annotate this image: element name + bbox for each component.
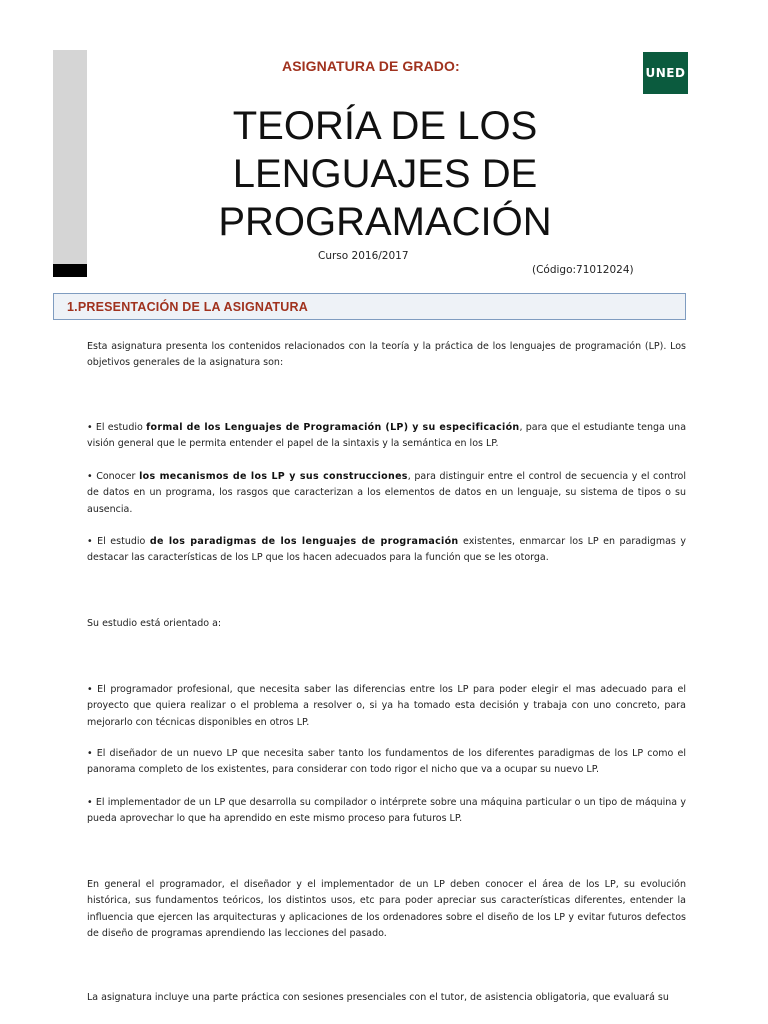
audience-item-3: • El implementador de un LP que desarrolla su compilador o intérprete sobre una máquina particular o un tipo de máquina y pueda aprovechar lo que ha aprendido en este mismo proceso para futuros LP. <box>87 797 686 825</box>
title-line-1: TEORÍA DE LOS <box>232 104 538 148</box>
intro-paragraph: Esta asignatura presenta los contenidos relacionados con la teoría y la práctica de los lenguajes de programación (LP). Los objetivos generales de la asignatura son: <box>87 341 686 369</box>
title-line-3: PROGRAMACIÓN <box>218 200 552 244</box>
objective-item-3 <box>87 534 686 567</box>
subject-kicker: ASIGNATURA DE GRADO: <box>282 58 460 74</box>
course-year: Curso 2016/2017 <box>318 250 409 262</box>
objective-2-text: , para distinguir entre el control de secuencia y el control de datos en un programa, los rasgos que caracterizan a los elementos de datos en un lenguaje, su sistema de tipos o su ausencia. <box>87 471 686 515</box>
objective-item-1 <box>87 420 686 453</box>
objective-3-text: existentes, enmarcar los LP en paradigmas y destacar las características de los LP que los hacen adecuados para la función que se les otorga. <box>87 536 686 564</box>
objective-1-text: , para que el estudiante tenga una visión general que le permita entender el papel de la sintaxis y la semántica en los LP. <box>87 422 687 450</box>
general-paragraph: En general el programador, el diseñador y el implementador de un LP deben conocer el área de los LP, su evolución histórica, sus fundamentos teóricos, los distintos usos, etc para poder apreciar sus características diferentes, entender la influencia que ejercen las arquitecturas y aplicaciones de los ordenadores sobre el diseño de los LP y evitar futuros defectos de diseño de programas aprendiendo las lecciones del pasado. <box>87 879 686 939</box>
side-decoration-bar <box>53 50 87 264</box>
uned-logo: UNED <box>643 52 688 94</box>
objective-2-emphasis: los mecanismos de los LP y sus construcciones <box>139 471 408 482</box>
section-header <box>53 293 686 320</box>
objective-1-emphasis: formal de los Lenguajes de Programación (LP) y su especificación <box>146 422 520 433</box>
orientation-paragraph: Su estudio está orientado a: <box>87 618 222 629</box>
objective-3-prefix: • El estudio <box>87 536 150 547</box>
objective-1-prefix: • El estudio <box>87 422 147 433</box>
objective-item-2 <box>87 469 686 518</box>
objective-2-prefix: • Conocer <box>87 471 140 482</box>
title-line-2: LENGUAJES DE <box>232 152 538 196</box>
side-decoration-block <box>53 264 87 277</box>
subject-code: (Código:71012024) <box>532 264 634 276</box>
section-title: 1.PRESENTACIÓN DE LA ASIGNATURA <box>67 299 308 314</box>
audience-item-1: • El programador profesional, que necesita saber las diferencias entre los LP para poder elegir el mas adecuado para el proyecto que quiera realizar o el problema a resolver o, si ya ha tomado esta decisión y trabaja con uno concreto, para mejorarlo con técnicas disponibles en otros LP. <box>87 684 686 728</box>
objective-3-emphasis: de los paradigmas de los lenguajes de programación <box>149 536 459 547</box>
practice-paragraph: La asignatura incluye una parte práctica con sesiones presenciales con el tutor, de asistencia obligatoria, que evaluará su <box>87 992 669 1003</box>
audience-item-2: • El diseñador de un nuevo LP que necesita saber tanto los fundamentos de los diferentes paradigmas de los LP como el panorama completo de los existentes, para considerar con todo rigor el nicho que va a ocupar su nuevo LP. <box>87 748 686 776</box>
